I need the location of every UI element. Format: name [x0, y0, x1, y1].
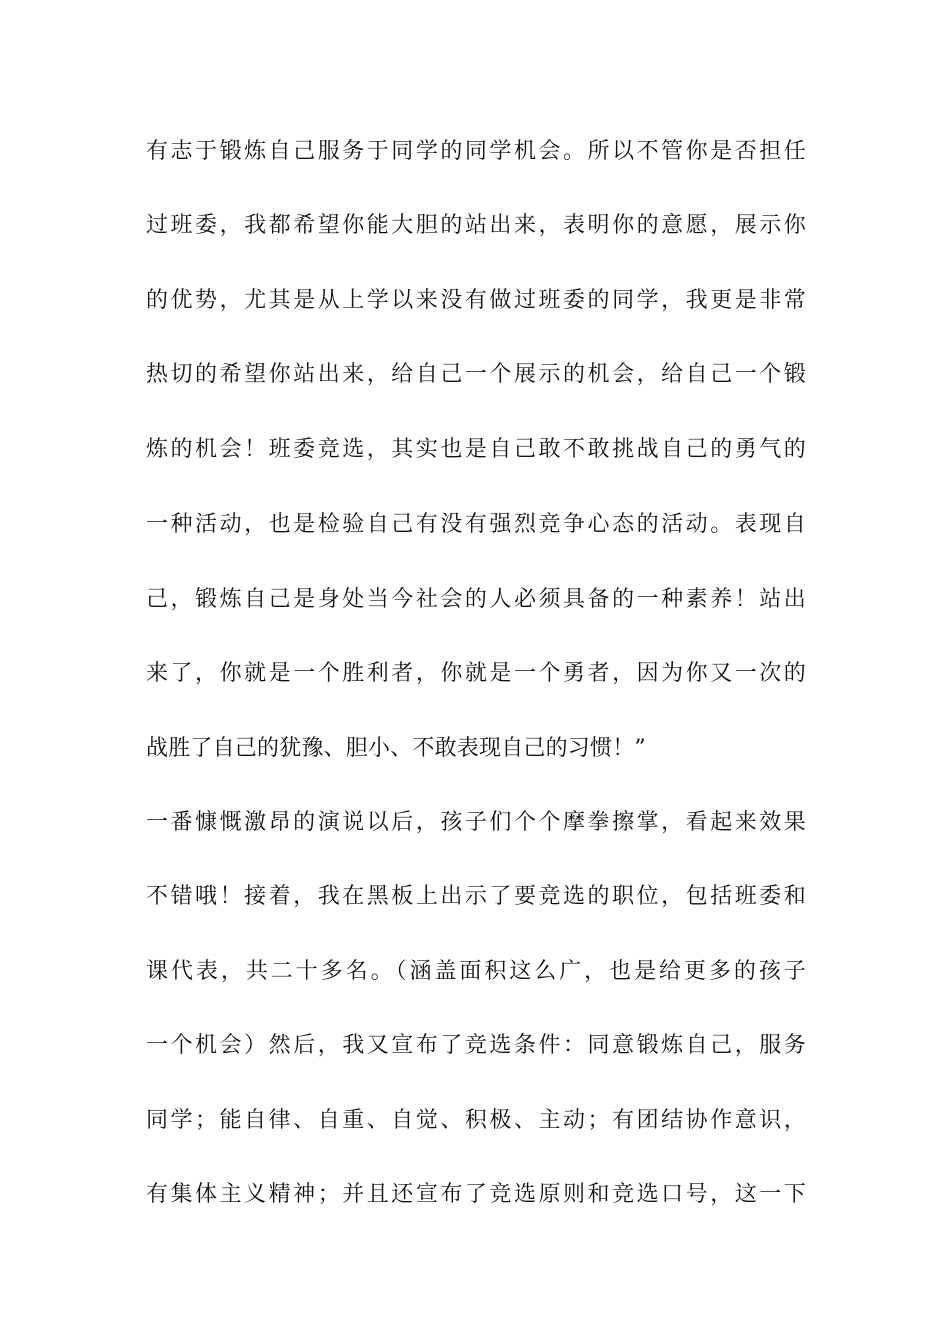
- text-line: 有集体主义精神；并且还宣布了竞选原则和竞选口号，这一下: [146, 1182, 806, 1207]
- text-line: 己，锻炼自己是身处当今社会的人必须具备的一种素养！站出: [146, 587, 806, 612]
- text-line: 战胜了自己的犹豫、胆小、不敢表现自己的习惯！”: [146, 736, 646, 761]
- text-line: 热切的希望你站出来，给自己一个展示的机会，给自己一个锻: [146, 362, 806, 387]
- text-line: 不错哦！接着，我在黑板上出示了要竞选的职位，包括班委和: [146, 884, 806, 909]
- text-line: 过班委，我都希望你能大胆的站出来，表明你的意愿，展示你: [146, 213, 806, 238]
- text-line: 课代表，共二十多名。（涵盖面积这么广，也是给更多的孩子: [146, 959, 806, 984]
- text-line: 炼的机会！班委竞选，其实也是自己敢不敢挑战自己的勇气的: [146, 437, 806, 462]
- text-line: 一个机会）然后，我又宣布了竞选条件：同意锻炼自己，服务: [146, 1033, 806, 1058]
- text-line: 一种活动，也是检验自己有没有强烈竞争心态的活动。表现自: [146, 512, 806, 537]
- text-line: 的优势，尤其是从上学以来没有做过班委的同学，我更是非常: [146, 288, 806, 313]
- text-line: 一番慷慨激昂的演说以后，孩子们个个摩拳擦掌，看起来效果: [146, 810, 806, 835]
- text-line: 来了，你就是一个胜利者，你就是一个勇者，因为你又一次的: [146, 661, 806, 686]
- text-line: 有志于锻炼自己服务于同学的同学机会。所以不管你是否担任: [146, 139, 806, 164]
- text-line: 同学；能自律、自重、自觉、积极、主动；有团结协作意识，: [146, 1108, 806, 1133]
